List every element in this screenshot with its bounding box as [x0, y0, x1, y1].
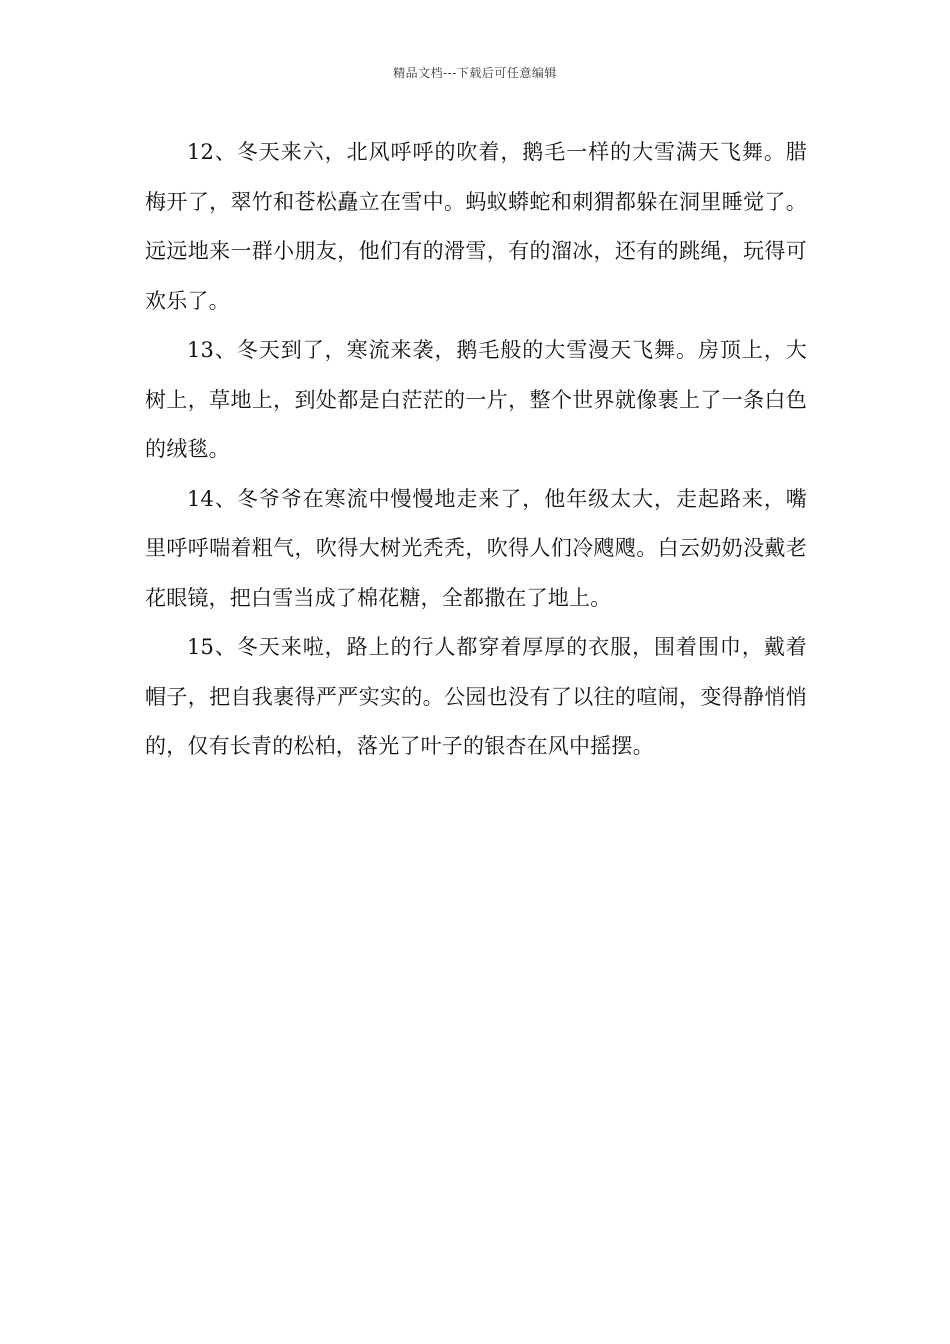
paragraph-14: 14、冬爷爷在寒流中慢慢地走来了，他年级太大，走起路来，嘴里呼呼喘着粗气，吹得大树光秃秃，吹得人们冷飕飕。白云奶奶没戴老花眼镜，把白雪当成了棉花糖，全都撒在了地上。 — [145, 486, 807, 610]
document-body — [145, 128, 807, 772]
paragraph-12: 12、冬天来六，北风呼呼的吹着，鹅毛一样的大雪满天飞舞。腊梅开了，翠竹和苍松矗立在雪中。蚂蚁蟒蛇和刺猬都躲在洞里睡觉了。远远地来一群小朋友，他们有的滑雪，有的溜冰，还有的跳绳，玩得可欢乐了。 — [145, 140, 807, 313]
page-header: 精品文档---下载后可任意编辑 — [393, 66, 557, 80]
paragraph-15: 15、冬天来啦，路上的行人都穿着厚厚的衣服，围着围巾，戴着帽子，把自我裹得严严实实的。公园也没有了以往的喧闹，变得静悄悄的，仅有长青的松柏，落光了叶子的银杏在风中摇摆。 — [145, 635, 807, 758]
paragraph-13: 13、冬天到了，寒流来袭，鹅毛般的大雪漫天飞舞。房顶上，大树上，草地上，到处都是白茫茫的一片，整个世界就像裹上了一条白色的绒毯。 — [145, 338, 807, 461]
